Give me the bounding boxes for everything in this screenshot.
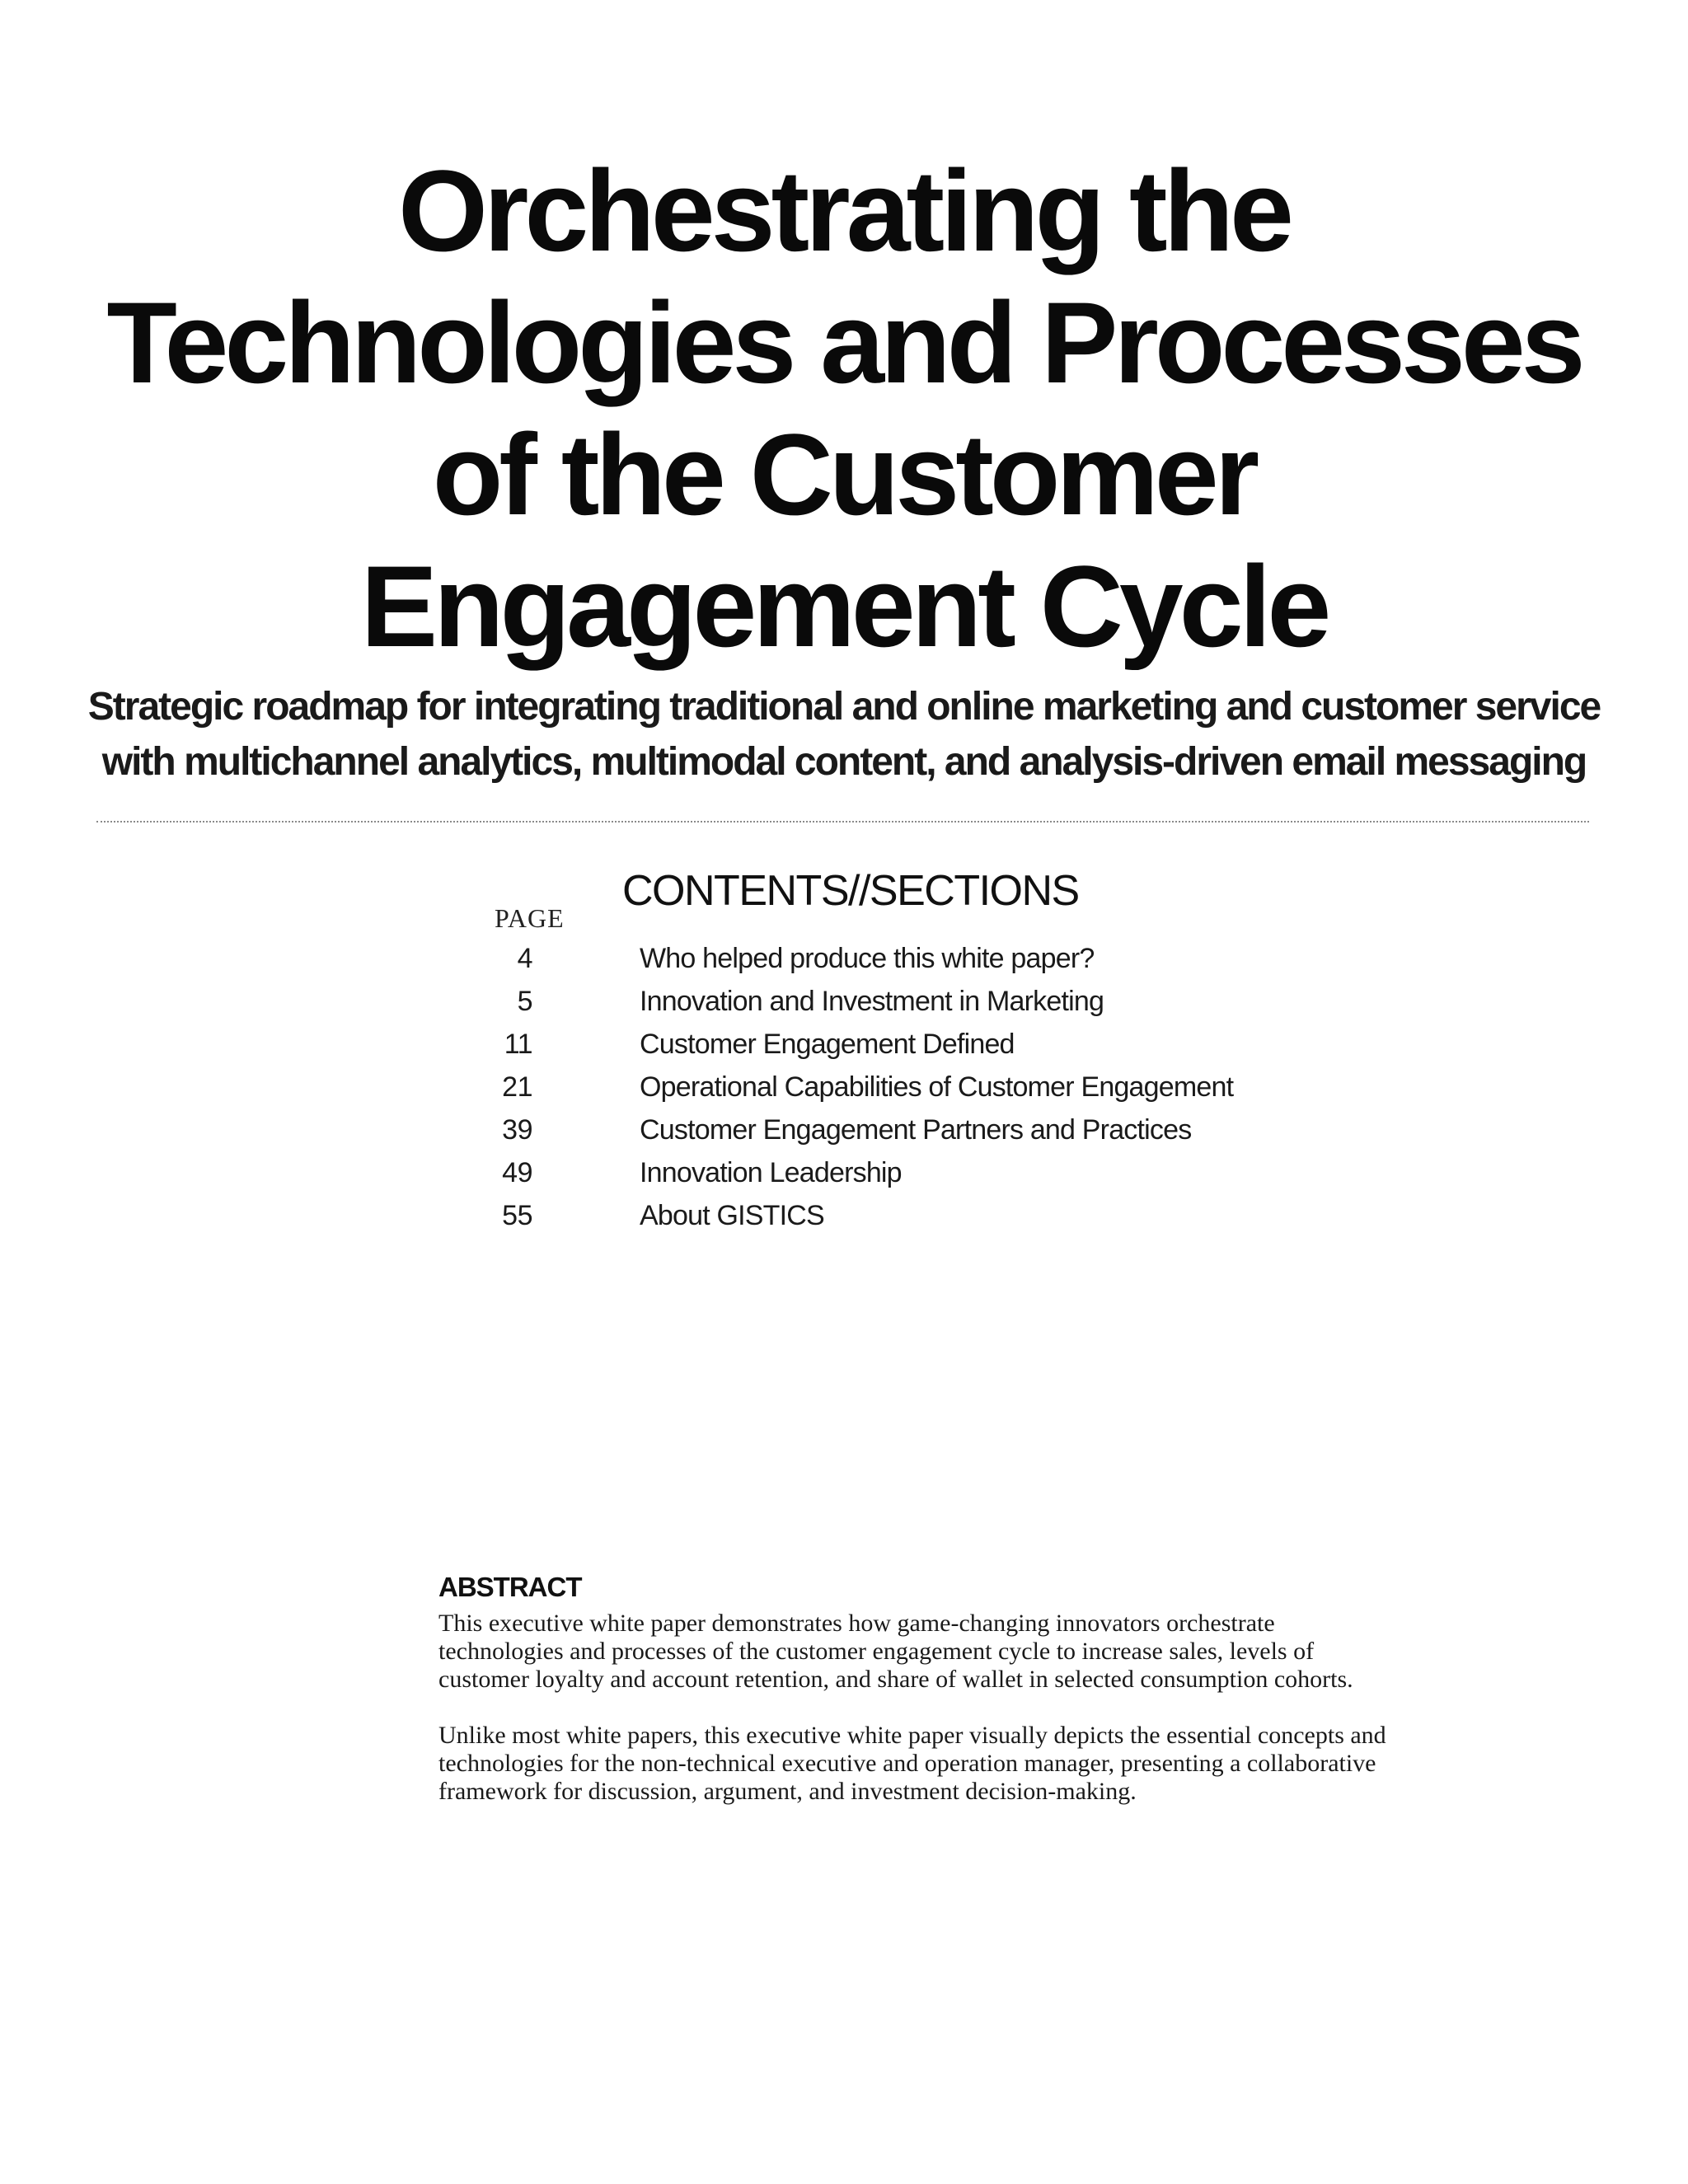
title-line: of the Customer (432, 410, 1256, 539)
table-of-contents (486, 937, 1233, 1237)
toc-page-number: 5 (517, 985, 532, 1017)
document-title (0, 145, 1688, 673)
toc-section-title: About GISTICS (640, 1199, 824, 1231)
toc-page-number: 49 (502, 1156, 532, 1188)
abstract-line: framework for discussion, argument, and investment decision-making. (438, 1778, 1137, 1805)
abstract-heading: ABSTRACT (438, 1572, 582, 1602)
toc-section-title: Customer Engagement Defined (640, 1028, 1015, 1060)
toc-page-number: 11 (504, 1028, 532, 1060)
toc-section-title: Who helped produce this white paper? (640, 942, 1095, 974)
toc-entry[interactable] (486, 1194, 1233, 1237)
toc-section-title: Innovation and Investment in Marketing (640, 985, 1104, 1017)
abstract-line: technologies for the non-technical executive and operation manager, presenting a collaborative (438, 1750, 1376, 1777)
toc-page-number: 55 (502, 1199, 532, 1231)
abstract-paragraph (438, 1610, 1592, 1694)
toc-page-number: 39 (502, 1113, 532, 1146)
toc-page-number: 4 (517, 942, 532, 974)
toc-section-title: Customer Engagement Partners and Practices (640, 1113, 1192, 1146)
abstract-section (438, 1570, 1592, 1806)
toc-section-title: Operational Capabilities of Customer Engagement (640, 1071, 1234, 1103)
toc-entry[interactable] (486, 1151, 1233, 1194)
abstract-line: This executive white paper demonstrates how game-changing innovators orchestrate (438, 1610, 1275, 1637)
subtitle-line: Strategic roadmap for integrating traditional and online marketing and customer service (87, 685, 1601, 729)
toc-entry[interactable] (486, 1108, 1233, 1151)
document-subtitle (0, 679, 1688, 790)
title-line: Orchestrating the (398, 146, 1290, 275)
toc-page-number: 21 (502, 1071, 532, 1103)
subtitle-line: with multichannel analytics, multimodal content, and analysis-driven email messaging (101, 740, 1587, 784)
abstract-line: Unlike most white papers, this executive white paper visually depicts the essential concepts and (438, 1722, 1386, 1749)
toc-entry[interactable] (486, 980, 1233, 1023)
toc-entry[interactable] (486, 937, 1233, 980)
contents-heading: CONTENTS//SECTIONS (622, 867, 1079, 915)
abstract-paragraph (438, 1722, 1592, 1806)
title-line: Technologies and Processes (106, 278, 1582, 407)
toc-section-title: Innovation Leadership (640, 1156, 902, 1188)
dotted-divider (96, 821, 1589, 823)
abstract-line: customer loyalty and account retention, and share of wallet in selected consumption cohorts. (438, 1666, 1353, 1693)
title-line: Engagement Cycle (360, 541, 1328, 671)
toc-entry[interactable] (486, 1066, 1233, 1108)
abstract-line: technologies and processes of the customer engagement cycle to increase sales, levels of (438, 1638, 1315, 1665)
page-column-label: PAGE (495, 903, 565, 933)
toc-entry[interactable] (486, 1023, 1233, 1066)
